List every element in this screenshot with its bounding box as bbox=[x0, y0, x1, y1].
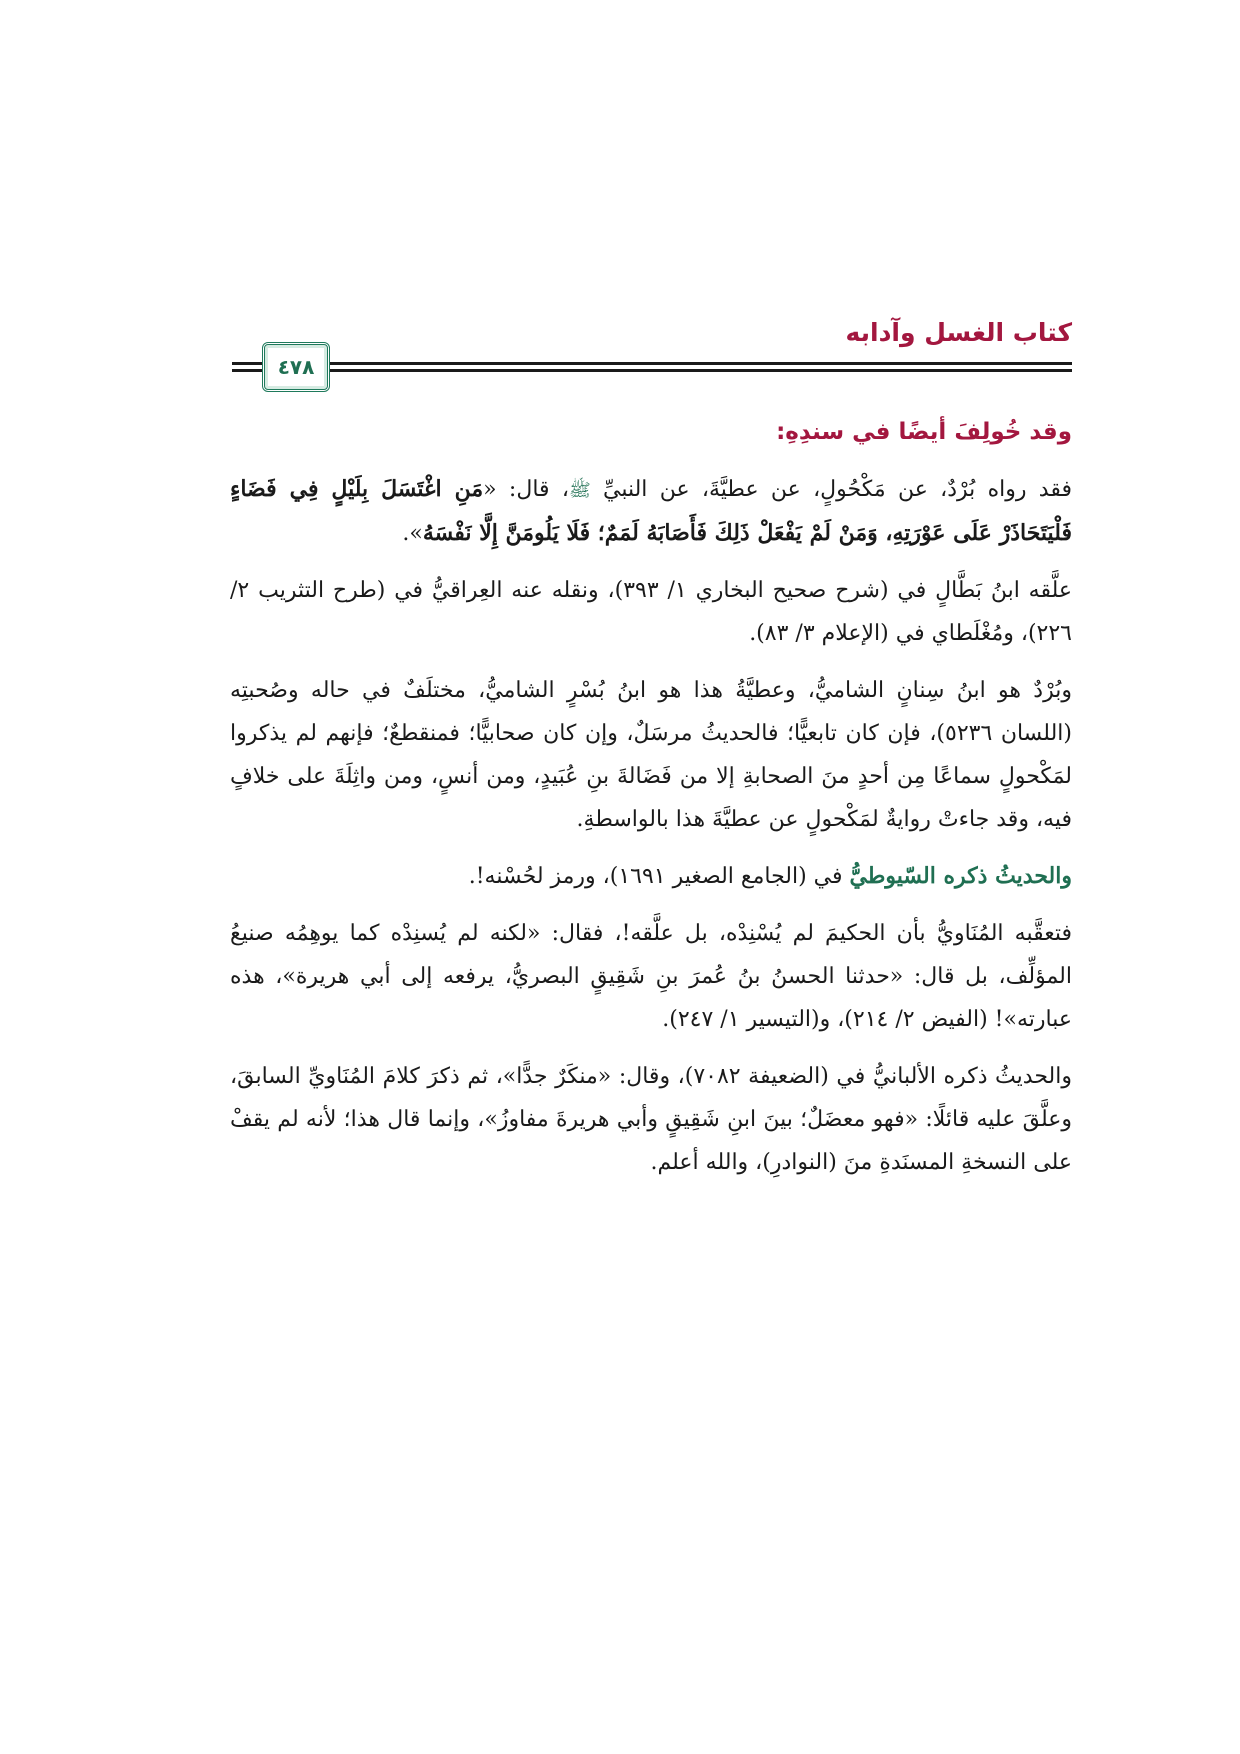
paragraph: وبُرْدٌ هو ابنُ سِنانٍ الشاميُّ، وعطيَّةُ هذا هو ابنُ بُسْرٍ الشاميُّ، مختلَفٌ في حاله وصُحبتِه (اللسان ٥٢٣٦)، فإن كان تابعيًّا؛ فالحديثُ مرسَلٌ، وإن كان صحابيًّا؛ فمنقطعٌ؛ فإنهم لم يذكروا لمَكْحولٍ سماعًا مِن أحدٍ منَ الصحابةِ إلا من فَضَالةَ بنِ عُبَيدٍ، ومن أنسٍ، ومن واثِلَةَ على خلافٍ فيه، وقد جاءتْ روايةٌ لمَكْحولٍ عن عطيَّةَ هذا بالواسطةِ. bbox=[230, 678, 1072, 832]
header-rule bbox=[232, 362, 1072, 365]
header-rule bbox=[232, 369, 1072, 372]
paragraph bbox=[230, 468, 1072, 555]
page-body bbox=[230, 412, 1072, 1198]
highlighted-phrase: والحديثُ ذكره السّيوطيُّ bbox=[849, 863, 1072, 889]
p4-rest: في (الجامع الصغير ١٦٩١)، ورمز لحُسْنه!. bbox=[468, 864, 850, 889]
paragraph: فتعقَّبه المُنَاويُّ بأن الحكيمَ لم يُسْنِدْه، بل علَّقه!، فقال: «لكنه لم يُسنِدْه كما يوهِمُه صنيعُ المؤلِّف، بل قال: «حدثنا الحسنُ بنُ عُمرَ بنِ شَقِيقٍ البصريُّ، يرفعه إلى أبي هريرة»، هذه عبارته»! (الفيض ٢/ ٢١٤)، و(التيسير ١/ ٢٤٧). bbox=[230, 921, 1072, 1032]
p1-intro: فقد رواه بُرْدٌ، عن مَكْحُولٍ، عن عطيَّةَ، عن النبيِّ bbox=[590, 477, 1072, 502]
hadith-text: مَنِ اغْتَسَلَ بِلَيْلٍ فِي فَضَاءٍ فَلْيَتَحَاذَرْ عَلَى عَوْرَتِهِ، وَمَنْ لَمْ يَفْعَلْ ذَلِكَ فَأَصَابَهُ لَمَمٌ؛ فَلَا يَلُومَنَّ إِلَّا نَفْسَهُ bbox=[230, 476, 1072, 546]
page-header bbox=[232, 318, 1072, 398]
salawat-glyph: ﷺ bbox=[568, 480, 591, 501]
paragraph bbox=[230, 855, 1072, 898]
section-heading: وقد خُولِفَ أيضًا في سندِهِ: bbox=[776, 419, 1072, 445]
p1-after: ، قال: « bbox=[483, 477, 569, 502]
book-title: كتاب الغسل وآدابه bbox=[845, 318, 1072, 347]
p1-end: ». bbox=[402, 521, 423, 546]
paragraph: والحديثُ ذكره الألبانيُّ في (الضعيفة ٧٠٨٢)، وقال: «منكَرٌ جدًّا»، ثم ذكرَ كلامَ المُنَاويِّ السابقَ، وعلَّقَ عليه قائلًا: «فهو معضَلٌ؛ بينَ ابنِ شَقِيقٍ وأبي هريرةَ مفاوزُ»، وإنما قال هذا؛ لأنه لم يقفْ على النسخةِ المسنَدةِ منَ (النوادرِ)، والله أعلم. bbox=[230, 1064, 1072, 1175]
page-number: ٤٧٨ bbox=[262, 342, 330, 392]
paragraph: علَّقه ابنُ بَطَّالٍ في (شرح صحيح البخاري ١/ ٣٩٣)، ونقله عنه العِراقيُّ في (طرح التثريب ٢/ ٢٢٦)، ومُغْلَطاي في (الإعلام ٣/ ٨٣). bbox=[230, 578, 1072, 646]
